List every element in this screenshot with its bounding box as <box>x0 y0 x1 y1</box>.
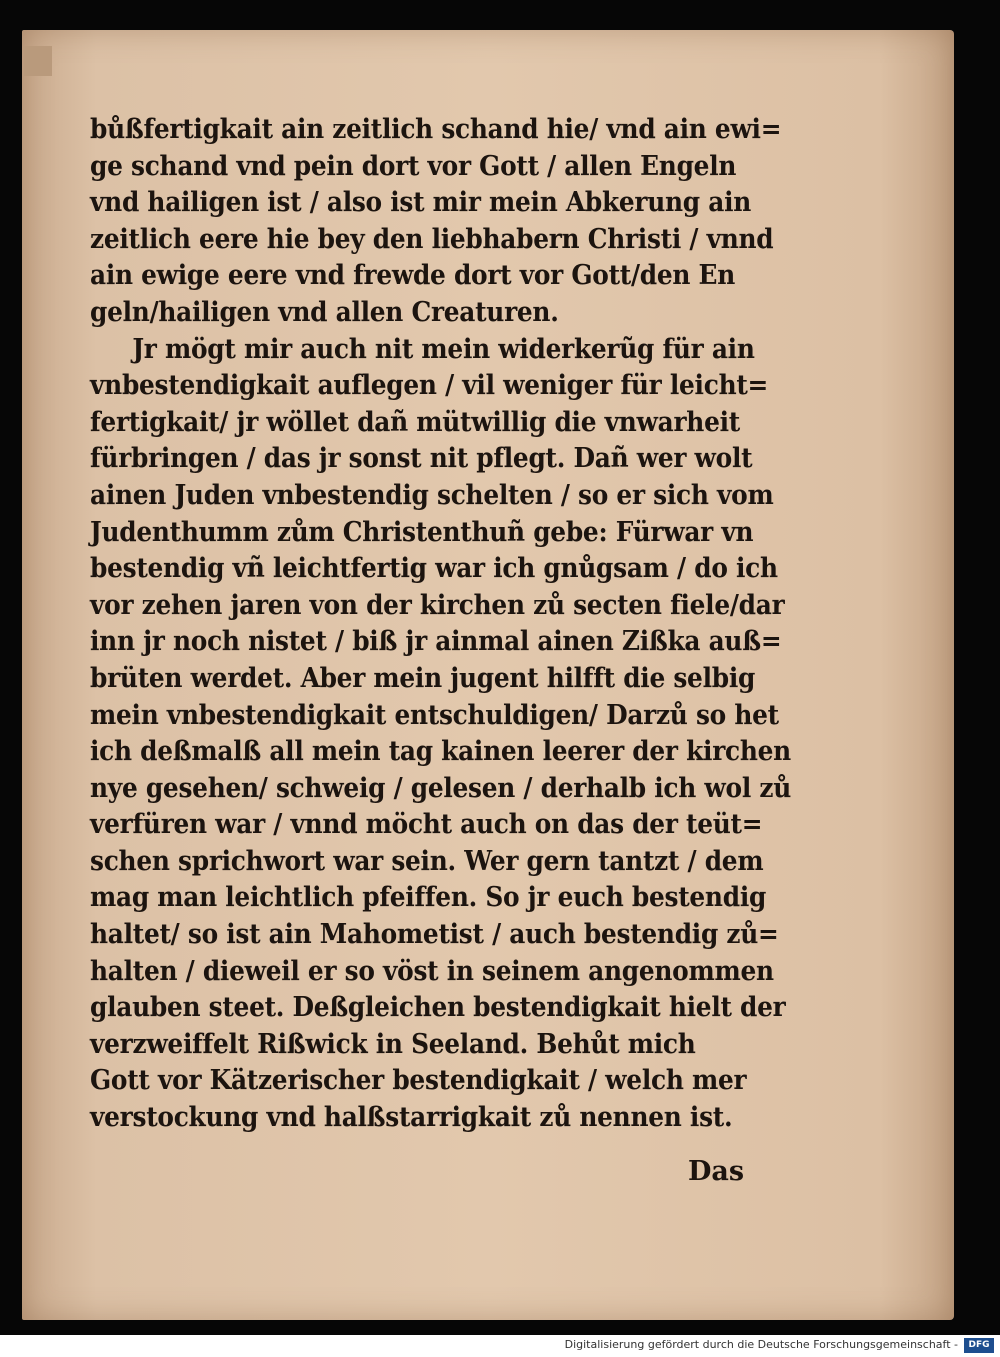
text-line: geln/hailigen vnd allen Creaturen. <box>90 296 559 328</box>
text-line: mein vnbestendigkait entschuldigen/ Darzů so het <box>90 699 779 731</box>
text-line: mag man leichtlich pfeiffen. So jr euch bestendig <box>90 882 767 914</box>
text-line: nye gesehen/ schweig / gelesen / derhalb ich wol zů <box>90 772 791 804</box>
text-line: schen sprichwort war sein. Wer gern tantzt / dem <box>90 845 764 877</box>
text-line: vor zehen jaren von der kirchen zů secten fiele/dar <box>90 589 785 621</box>
text-line: verfüren war / vnnd möcht auch on das der teüt= <box>90 809 763 841</box>
page-edge-tab <box>24 46 52 76</box>
text-line: inn jr noch nistet / biß jr ainmal ainen Zißka auß= <box>90 626 782 658</box>
text-line: fertigkait/ jr wöllet dañ mütwillig die vnwarheit <box>90 406 740 438</box>
text-line: ge schand vnd pein dort vor Gott / allen Engeln <box>90 150 737 182</box>
book-page <box>22 30 954 1320</box>
dfg-logo: DFG <box>964 1338 994 1353</box>
text-line: verstockung vnd halßstarrigkait zů nennen ist. <box>90 1102 733 1134</box>
text-line: vnd hailigen ist / also ist mir mein Abkerung ain <box>90 187 752 219</box>
text-line: ainen Juden vnbestendig schelten / so er sich vom <box>90 479 774 511</box>
text-line: fürbringen / das jr sonst nit pflegt. Dañ wer wolt <box>90 443 753 475</box>
text-line: vnbestendigkait auflegen / vil weniger für leicht= <box>90 370 769 402</box>
text-line: Jr mögt mir auch nit mein widerkerũg für ain <box>132 333 755 365</box>
text-line: ich deßmalß all mein tag kainen leerer der kirchen <box>90 736 791 768</box>
text-line: bůßfertigkait ain zeitlich schand hie/ vnd ain ewi= <box>90 114 782 145</box>
text-line: haltet/ so ist ain Mahometist / auch bestendig zů= <box>90 919 779 951</box>
text-line: glauben steet. Deßgleichen bestendigkait hielt der <box>90 992 786 1024</box>
catchword: Das <box>688 1156 745 1187</box>
text-line: halten / dieweil er so vöst in seinem angenommen <box>90 955 774 987</box>
footer-bar <box>0 1335 1000 1357</box>
text-line: Judenthumm zům Christenthuñ gebe: Fürwar vn <box>90 516 754 548</box>
text-line: brüten werdet. Aber mein jugent hilfft die selbig <box>90 662 756 694</box>
text-line: ain ewige eere vnd frewde dort vor Gott/den En <box>90 260 735 292</box>
text-line: Gott vor Kätzerischer bestendigkait / welch mer <box>90 1065 747 1097</box>
text-line: verzweiffelt Rißwick in Seeland. Behůt mich <box>90 1028 696 1060</box>
funding-credit: Digitalisierung gefördert durch die Deutsche Forschungsgemeinschaft - <box>564 1338 958 1351</box>
page-text <box>90 112 790 1137</box>
text-line: zeitlich eere hie bey den liebhabern Christi / vnnd <box>90 223 774 255</box>
text-line: bestendig vñ leichtfertig war ich gnůgsam / do ich <box>90 553 778 585</box>
